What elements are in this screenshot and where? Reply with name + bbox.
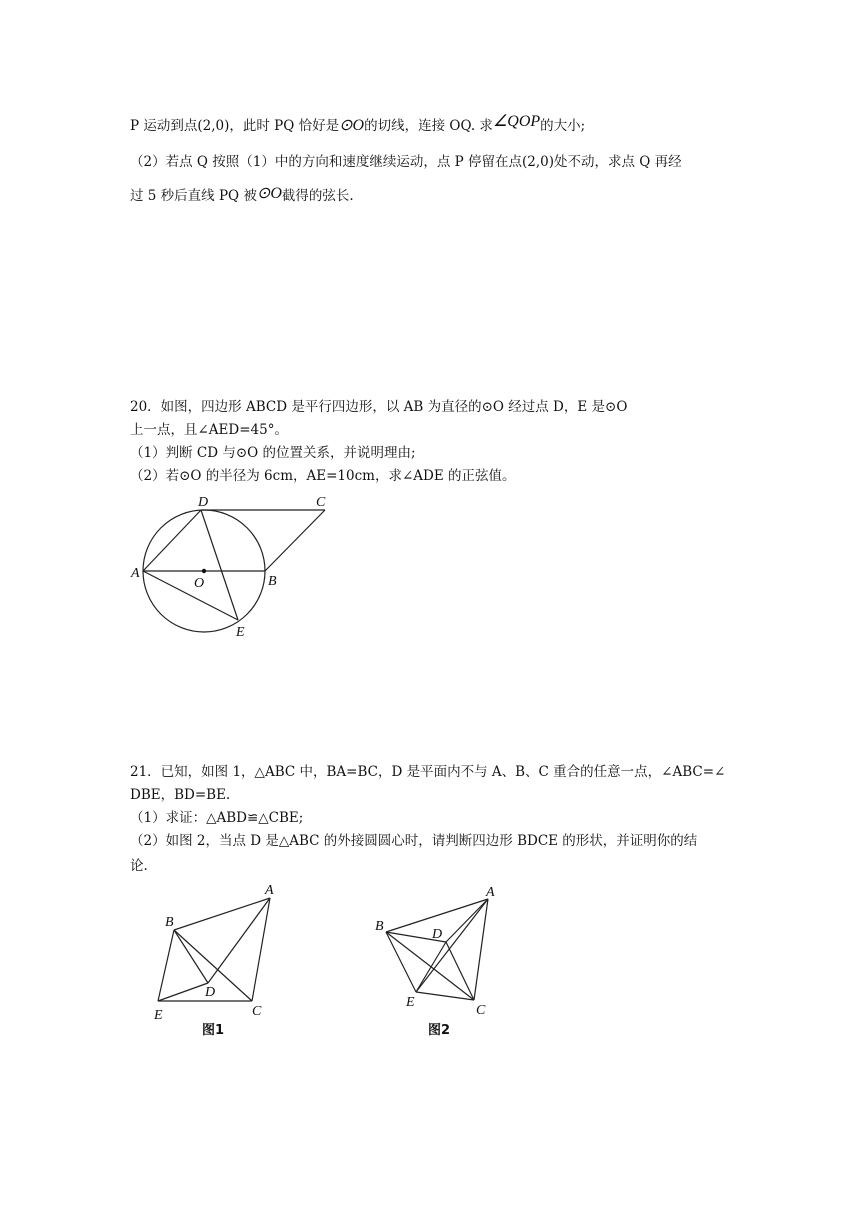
fig2-label-c: C [476,1003,486,1018]
circle-o-symbol: ⊙O [256,185,282,202]
problem19-text: 过 5 秒后直线 PQ 被 [130,188,257,204]
problem21-line5: 论. [130,858,148,874]
problem21-line2: DBE，BD=BE. [130,787,231,803]
fig1-label-c: C [252,1004,262,1019]
problem20-line4: （2）若⊙O 的半径为 6cm，AE=10cm，求∠ADE 的正弦值。 [130,468,516,484]
fig2-caption: 图2 [428,1023,451,1038]
fig1-label-a: A [265,883,274,898]
problem20-line3: （1）判断 CD 与⊙O 的位置关系，并说明理由; [130,445,416,461]
label-d: D [198,495,209,510]
fig1-caption: 图1 [202,1023,225,1038]
problem20-line1: 20．如图，四边形 ABCD 是平行四边形，以 AB 为直径的⊙O 经过点 D，E 是⊙O [130,399,628,415]
fig2-label-b: B [375,919,384,934]
problem21-line3: （1）求证：△ABD≌△CBE; [130,810,304,826]
fig2-label-a: A [486,885,495,900]
fig2-label-d: D [432,927,443,942]
fig2-label-e: E [406,995,415,1010]
label-o: O [194,576,205,591]
problem19-text: 的切线，连接 OQ. 求 [364,118,493,134]
label-c: C [316,495,326,510]
label-b: B [268,574,277,589]
label-e: E [236,625,245,640]
problem19-line2: （2）若点 Q 按照（1）中的方向和速度继续运动，点 P 停留在点(2,0)处不动，求点 Q 再经 [130,154,682,170]
problem19-text: 的大小; [540,118,586,134]
problem20-line2: 上一点，且∠AED=45°。 [130,422,288,438]
problem21-line1: 21．已知，如图 1，△ABC 中，BA=BC，D 是平面内不与 A、B、C 重合的任意一点，∠ABC=∠ [130,764,726,780]
fig1-label-b: B [165,915,174,930]
circle-o-symbol: ⊙O [339,117,365,134]
problem19-text: P 运动到点(2,0)，此时 PQ 恰好是 [130,118,340,134]
label-a: A [131,566,140,581]
figure2-lines [386,899,488,1000]
problem21-line4: （2）如图 2，当点 D 是△ABC 的外接圆圆心时，请判断四边形 BDCE 的形状，并证明你的结 [130,833,698,849]
fig1-label-e: E [154,1008,163,1023]
problem19-text: 截得的弦长. [281,188,354,204]
angle-qop-symbol: ∠QOP [492,113,541,130]
fig1-label-d: D [205,985,216,1000]
